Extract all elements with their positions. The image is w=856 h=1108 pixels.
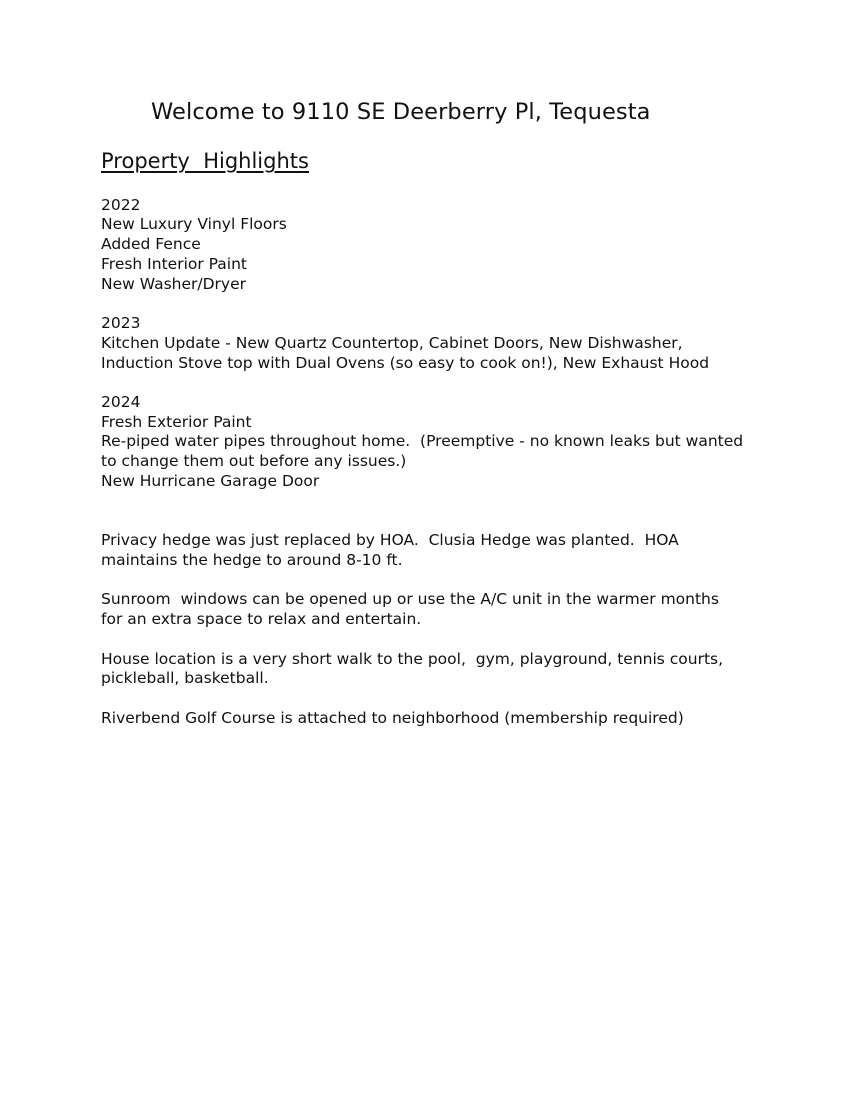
list-item: Kitchen Update - New Quartz Countertop, Cabinet Doors, New Dishwasher, bbox=[101, 334, 683, 352]
list-item: Added Fence bbox=[101, 235, 201, 253]
list-item: Fresh Exterior Paint bbox=[101, 413, 252, 431]
paragraph-line: pickleball, basketball. bbox=[101, 669, 269, 687]
paragraph-line: Riverbend Golf Course is attached to neighborhood (membership required) bbox=[101, 709, 684, 727]
list-item: New Hurricane Garage Door bbox=[101, 472, 320, 490]
paragraph-line: Sunroom windows can be opened up or use the A/C unit in the warmer months bbox=[101, 590, 719, 608]
paragraph-line: maintains the hedge to around 8-10 ft. bbox=[101, 551, 403, 569]
year-2024-label: 2024 bbox=[101, 393, 141, 411]
section-heading: Property Highlights bbox=[101, 149, 309, 173]
paragraph-line: for an extra space to relax and entertain. bbox=[101, 610, 422, 628]
year-2023-label: 2023 bbox=[101, 314, 141, 332]
list-item: Re-piped water pipes throughout home. (Preemptive - no known leaks but wanted bbox=[101, 432, 744, 450]
year-2022-label: 2022 bbox=[101, 196, 141, 214]
list-item: Induction Stove top with Dual Ovens (so easy to cook on!), New Exhaust Hood bbox=[101, 354, 710, 372]
list-item: New Luxury Vinyl Floors bbox=[101, 215, 287, 233]
list-item: Fresh Interior Paint bbox=[101, 255, 248, 273]
paragraph-line: House location is a very short walk to the pool, gym, playground, tennis courts, bbox=[101, 650, 724, 668]
list-item: to change them out before any issues.) bbox=[101, 452, 407, 470]
paragraph-line: Privacy hedge was just replaced by HOA. Clusia Hedge was planted. HOA bbox=[101, 531, 679, 549]
page-title: Welcome to 9110 SE Deerberry Pl, Tequesta bbox=[151, 99, 651, 125]
list-item: New Washer/Dryer bbox=[101, 275, 246, 293]
